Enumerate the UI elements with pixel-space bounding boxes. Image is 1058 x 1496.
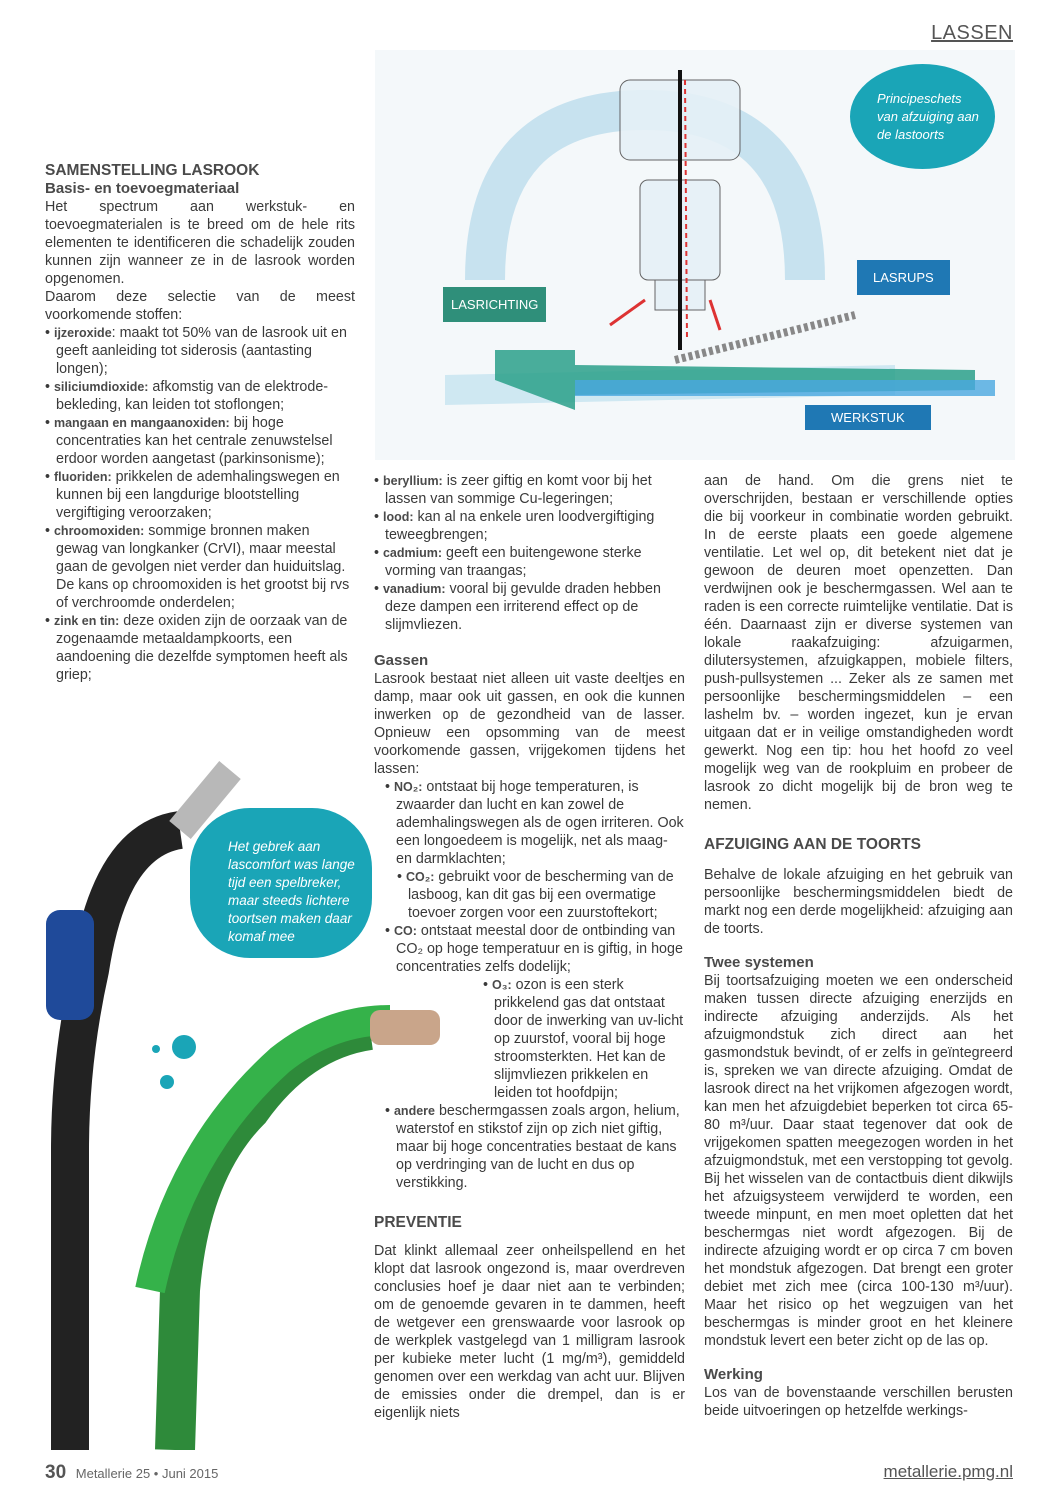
list-item: • NO₂: ontstaat bij hoge temperaturen, is zwaarder dan lucht en kan zowel de ademhalingswegen als de ogen irriteren. Ook een longoedeem is mogelijk, net als maag- en darmklachten;: [374, 778, 685, 868]
list-item: • lood: kan al na enkele uren loodvergiftiging teweegbrengen;: [374, 508, 685, 544]
callout-text: Principeschets van afzuiging aan de lastoorts: [877, 91, 979, 142]
section-title: SAMENSTELLING LASROOK: [45, 162, 260, 179]
subheading: Twee systemen: [704, 954, 814, 971]
label-lasrups: LASRUPS: [857, 260, 950, 295]
list-item: • beryllium: is zeer giftig en komt voor bij het lassen van sommige Cu-legeringen;: [374, 472, 685, 508]
list-item: • cadmium: geeft een buitengewone sterke vorming van traangas;: [374, 544, 685, 580]
middle-column: [374, 472, 685, 1422]
list-item: • zink en tin: deze oxiden zijn de oorzaak van de zogenaamde metaaldampkoorts, een aandoening die dezelfde symptomen heeft als griep;: [45, 612, 355, 684]
subheading: Werking: [704, 1366, 763, 1383]
bubble-text: Het gebrek aan lascomfort was lange tijd een spelbreker, maar steeds lichtere toortsen maken daar komaf mee: [228, 839, 355, 944]
paragraph: Daarom deze selectie van de meest voorkomende stoffen:: [45, 289, 355, 323]
paragraph: Het spectrum aan werkstuk- en toevoegmaterialen is te breed om de hele rits elementen te identificeren die schadelijk zouden kunnen zijn wanneer ze in de lasrook worden opgenomen.: [45, 199, 355, 287]
list-item: • chroomoxiden: sommige bronnen maken gewag van longkanker (CrVI), maar meestal gaan de gevolgen niet verder dan huiduitslag. De kans op chroomoxiden is het grootst bij rvs of verchroomde onderdelen;: [45, 522, 355, 612]
bubble-dot: [172, 1035, 196, 1059]
subheading: Basis- en toevoegmateriaal: [45, 180, 240, 197]
extraction-diagram: [375, 50, 1015, 460]
issue-info: Metallerie 25 • Juni 2015: [75, 1466, 219, 1481]
label-lasrichting: LASRICHTING: [443, 287, 546, 322]
list-item: • vanadium: vooral bij gevulde draden hebben deze dampen een irriterend effect op de slijmvliezen.: [374, 580, 685, 634]
left-column: [45, 162, 355, 684]
list-item: • CO₂: gebruikt voor de bescherming van de lasboog, kan dit gas bij een overmatige toevoer zorgen voor een zuurstoftekort;: [374, 868, 685, 922]
list-item: • siliciumdioxide: afkomstig van de elektrode-bekleding, kan leiden tot stoflongen;: [45, 378, 355, 414]
list-item: • andere beschermgassen zoals argon, helium, waterstof en stikstof zijn op zich niet giftig, maar bij hoge concentraties bestaat de kans op verdringing van de lucht en dus op verstikking.: [374, 1102, 685, 1192]
label-werkstuk: WERKSTUK: [805, 405, 931, 430]
section-title: AFZUIGING AAN DE TOORTS: [704, 836, 921, 853]
thought-bubble: [190, 808, 372, 958]
list-item: • mangaan en mangaanoxiden: bij hoge concentraties kan het centrale zenuwstelsel erdoor worden aangetast (parkinsonisme);: [45, 414, 355, 468]
bubble-dot: [152, 1045, 160, 1053]
list-item: • O₃: ozon is een sterk prikkelend gas dat ontstaat door de inwerking van uv-licht op zuurstof, vooral bij hoge stroomsterkten. Het kan de slijmvliezen prikkelen en leiden tot hoofdpijn;: [374, 976, 685, 1102]
list-item: • ijzeroxide: maakt tot 50% van de lasrook uit en geeft aanleiding tot siderosis (aantasting longen);: [45, 324, 355, 378]
section-title: PREVENTIE: [374, 1214, 462, 1231]
footer-left: [45, 1462, 218, 1484]
right-column: [704, 472, 1013, 1420]
paragraph: Behalve de lokale afzuiging en het gebruik van persoonlijke beschermingsmiddelen biedt de markt nog een derde mogelijkheid: afzuiging aan de toorts.: [704, 867, 1013, 937]
callout-circle: [850, 64, 995, 169]
list-item: • fluoriden: prikkelen de ademhalingswegen en kunnen bij een langdurige blootstelling vergiftiging veroorzaken;: [45, 468, 355, 522]
bubble-dot: [160, 1075, 174, 1089]
list-item: • CO: ontstaat meestal door de ontbinding van CO₂ op hoge temperatuur en is giftig, in hoge concentraties zelfs dodelijk;: [374, 922, 685, 976]
paragraph: aan de hand. Om die grens niet te overschrijden, bestaan er verschillende opties die bij voorkeur in combinatie worden gebruikt. In de eerste plaats een goede algemene ventilatie. Let wel op, dit betekent niet dat je gewoon de deuren moet openzetten. Dan verdwijnen ook je beschermgassen. Wel aan te raden is een correcte ruimtelijke ventilatie. Dat is één. Daarnaast zijn er diverse systemen van lokale raakafzuiging: afzuigarmen, dilutersystemen, afzuigkappen, mobiele filters, push-pullsystemen ... Zeker als ze samen met persoonlijke beschermingsmiddelen – een lashelm bv. – worden ingezet, kun je ervan uitgaan dat er in veilige omstandigheden wordt gewerkt. Nog een tip: hou het hoofd zo veel mogelijk weg van de rookpluim en probeer de lasrook zo dicht mogelijk bij de bron weg te nemen.: [704, 473, 1013, 813]
paragraph: Bij toortsafzuiging moeten we een onderscheid maken tussen directe afzuiging enerzijds en indirecte afzuiging anderzijds. Als het afzuigmondstuk zich direct aan het gasmondstuk bevindt, of er zelfs in geïntegreerd is, spreken we van directe afzuiging. Omdat de lasrook direct na het vrijkomen afgezogen wordt, kan men het afzuigdebiet beperken tot circa 65-80 m³/uur. Daar staat tegenover dat ook de vrijgekomen spatten meegezogen worden in het afzuigmondstuk, met een verstopping tot gevolg. Bij het wisselen van de contactbuis dient dikwijls het afzuigsysteem verwijderd te worden, een tweede minpunt, en men moet opletten dat het beschermgas niet wordt afgezogen. Bij de indirecte afzuiging wordt er op circa 7 cm boven het mondstuk afgezogen. Dat brengt een groter debiet met zich mee (circa 100-130 m³/uur). Maar het risico op het wegzuigen van het beschermgas is minder groot en het kleinere mondstuk levert een beter zicht op de las op.: [704, 973, 1013, 1349]
paragraph: Dat klinkt allemaal zeer onheilspellend en het klopt dat lasrook ongezond is, maar overdreven conclusies hoef je daar niet aan te verbinden; om de genoemde gevaren in te dammen, heeft de wetgever een grenswaarde voor lasrook op de werkplek vastgelegd van 1 milligram lasrook per kubieke meter lucht (1 mg/m³), gemiddeld genomen over een werkdag van acht uur. Blijven de emissies onder die drempel, dan is er eigenlijk niets: [374, 1243, 685, 1421]
page-number: 30: [45, 1462, 67, 1483]
subheading: Gassen: [374, 652, 429, 669]
paragraph: Lasrook bestaat niet alleen uit vaste deeltjes en damp, maar ook uit gassen, en ook die kunnen inwerken op de gezondheid van de lasser. Opnieuw een opsomming van de meest voorkomende gassen, vrijgekomen tijdens het lassen:: [374, 671, 685, 777]
website-link[interactable]: metallerie.pmg.nl: [883, 1462, 1013, 1481]
paragraph: Los van de bovenstaande verschillen berusten beide uitvoeringen op hetzelfde werkings-: [704, 1385, 1013, 1419]
section-header: LASSEN: [931, 22, 1013, 44]
